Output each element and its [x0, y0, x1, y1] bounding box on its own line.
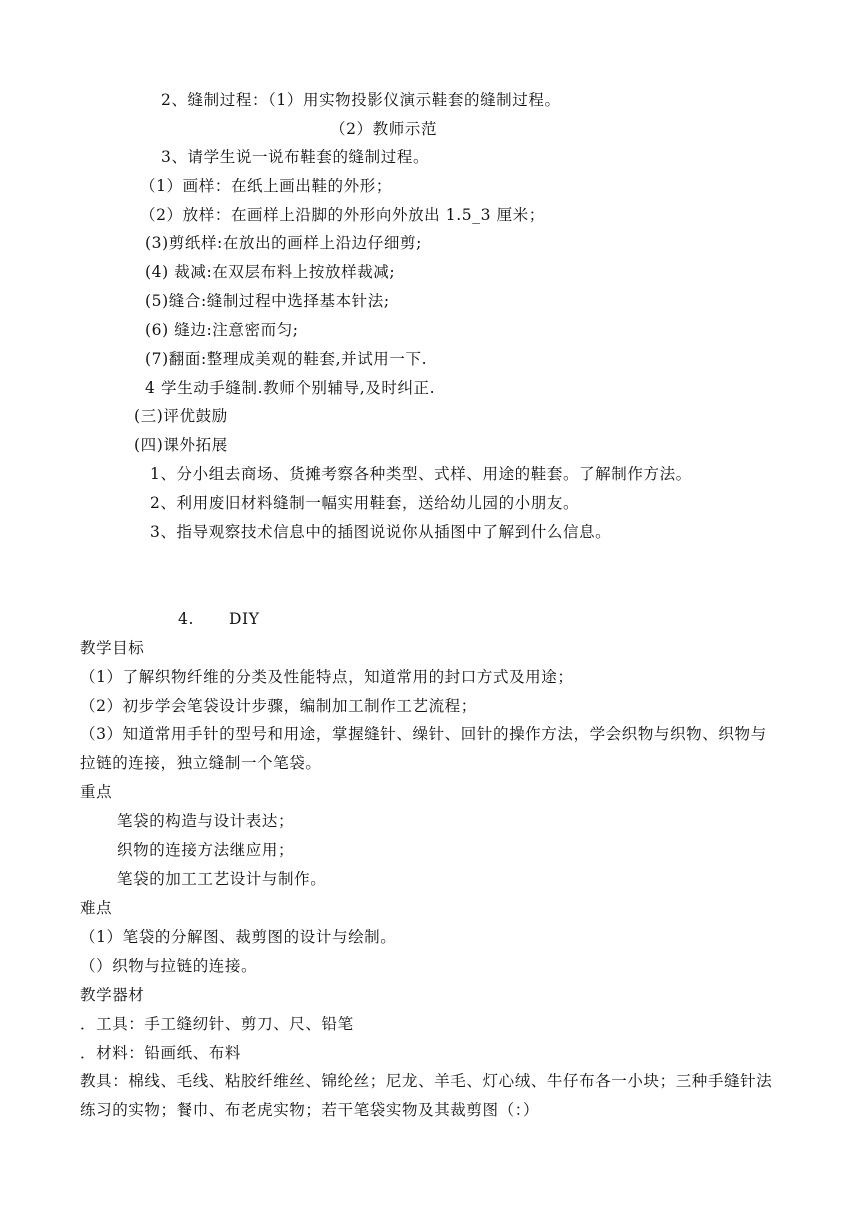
- step-2: （2）放样：在画样上沿脚的外形向外放出 1.5_3 厘米；: [140, 206, 545, 224]
- objectives-heading: 教学目标: [80, 639, 145, 657]
- objective-1: （1）了解织物纤维的分类及性能特点，知道常用的封口方式及用途；: [80, 668, 574, 686]
- process-sub: （2）教师示范: [330, 120, 438, 138]
- key-point-2: 织物的连接方法继应用；: [117, 841, 295, 859]
- step-1: （1）画样：在纸上画出鞋的外形；: [140, 177, 392, 195]
- evaluate-heading: (三)评优鼓励: [134, 407, 228, 425]
- difficult-point-1: （1）笔袋的分解图、裁剪图的设计与绘制。: [80, 928, 397, 946]
- extension-item-3: 3、指导观察技术信息中的插图说说你从插图中了解到什么信息。: [150, 523, 612, 541]
- ask-students: 3、请学生说一说布鞋套的缝制过程。: [161, 148, 430, 166]
- section-title: DIY: [229, 610, 260, 628]
- extension-item-2: 2、利用废旧材料缝制一幅实用鞋套，送给幼儿园的小朋友。: [150, 494, 580, 512]
- process-title: 2、缝制过程：（1）用实物投影仪演示鞋套的缝制过程。: [161, 91, 561, 109]
- objective-2: （2）初步学会笔袋设计步骤，编制加工制作工艺流程；: [80, 697, 477, 715]
- key-point-1: 笔袋的构造与设计表达；: [117, 812, 295, 830]
- extension-heading: (四)课外拓展: [134, 436, 228, 454]
- hands-on: 4 学生动手缝制.教师个别辅导,及时纠正.: [145, 379, 436, 397]
- step-4: (4) 裁减:在双层布料上按放样裁减;: [145, 263, 396, 281]
- difficult-heading: 难点: [80, 899, 113, 917]
- extension-item-1: 1、分小组去商场、货摊考察各种类型、式样、用途的鞋套。了解制作方法。: [150, 465, 692, 483]
- section-number: 4.: [178, 610, 194, 628]
- step-3: (3)剪纸样:在放出的画样上沿边仔细剪;: [145, 234, 422, 252]
- equipment-heading: 教学器材: [80, 986, 145, 1004]
- equipment-materials: ．材料：铅画纸、布料: [80, 1044, 242, 1062]
- difficult-point-2: （）织物与拉链的连接。: [80, 957, 258, 975]
- teaching-aids: 教具：棉线、毛线、粘胶纤维丝、锦纶丝；尼龙、羊毛、灯心绒、牛仔布各一小块；三种手缝针法练习的实物；餐巾、布老虎实物；若干笔袋实物及其裁剪图（：）: [80, 1072, 773, 1119]
- step-5: (5)缝合:缝制过程中选择基本针法;: [145, 292, 390, 310]
- key-point-3: 笔袋的加工工艺设计与制作。: [117, 870, 327, 888]
- equipment-tools: ．工具：手工缝纫针、剪刀、尺、铅笔: [80, 1015, 354, 1033]
- objective-3: （3）知道常用手针的型号和用途，掌握缝针、缲针、回针的操作方法，学会织物与织物、织物与拉链的连接，独立缝制一个笔袋。: [80, 725, 767, 772]
- key-heading: 重点: [80, 783, 113, 801]
- step-6: (6) 缝边:注意密而匀;: [145, 321, 299, 339]
- step-7: (7)翻面:整理成美观的鞋套,并试用一下.: [145, 350, 428, 368]
